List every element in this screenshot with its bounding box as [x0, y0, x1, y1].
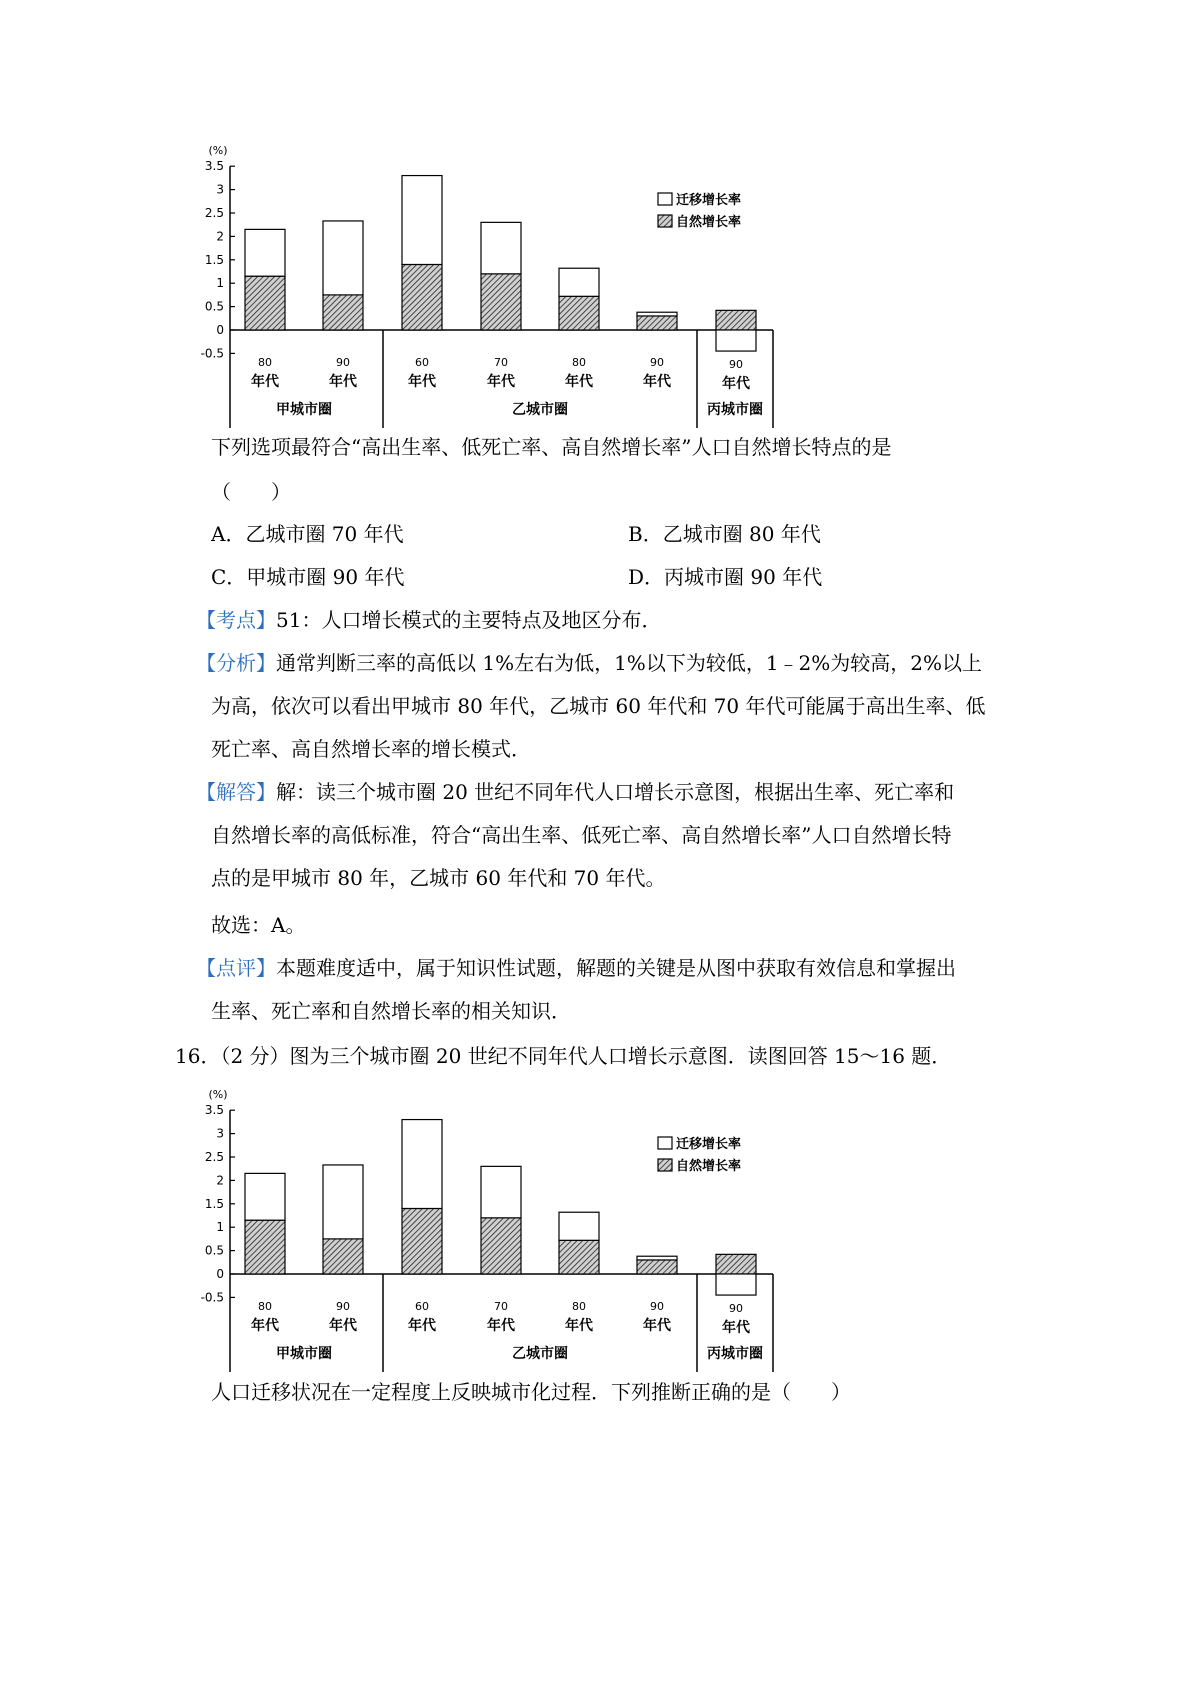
- group-label: 丙城市圈: [707, 402, 763, 418]
- bar-migration-growth: [559, 1212, 599, 1240]
- dianping-line-2: 生率、死亡率和自然增长率的相关知识．: [211, 999, 571, 1023]
- fenxi-tag: 【分析】: [196, 651, 276, 675]
- x-decade-label: 90: [336, 1300, 350, 1313]
- group-label: 甲城市圈: [276, 402, 332, 418]
- y-tick-label: 1: [216, 1220, 224, 1235]
- y-tick-label: -0.5: [200, 1290, 224, 1305]
- bar-migration-growth: [323, 221, 363, 295]
- x-unit-label: 年代: [329, 1318, 357, 1334]
- y-tick-label: 2.5: [204, 1150, 224, 1164]
- bar-migration-growth: [245, 229, 285, 276]
- x-unit-label: 年代: [643, 374, 671, 390]
- bar-migration-growth: [559, 268, 599, 296]
- q16-header: [175, 1041, 951, 1071]
- x-decade-label: 80: [258, 356, 272, 369]
- y-tick-label: 1: [216, 276, 224, 291]
- x-decade-label: 70: [494, 356, 508, 369]
- x-decade-label: 80: [572, 356, 586, 369]
- y-unit-label: (%): [208, 144, 228, 157]
- group-label: 乙城市圈: [512, 402, 568, 418]
- bar-natural-growth: [481, 274, 521, 330]
- x-unit-label: 年代: [251, 374, 279, 390]
- x-unit-label: 年代: [487, 374, 515, 390]
- x-unit-label: 年代: [408, 374, 436, 390]
- jieda-line-1: 解：读三个城市圈 20 世纪不同年代人口增长示意图，根据出生率、死亡率和: [276, 780, 955, 804]
- y-tick-label: 3.5: [204, 159, 224, 174]
- y-tick-label: 1.5: [204, 252, 224, 267]
- y-unit-label: (%): [208, 1088, 228, 1101]
- x-unit-label: 年代: [251, 1318, 279, 1334]
- y-tick-label: 3.5: [204, 1103, 224, 1118]
- bar-natural-growth: [716, 310, 756, 330]
- bar-migration-growth: [402, 1120, 442, 1209]
- x-unit-label: 年代: [565, 1318, 593, 1334]
- jieda-line-3: 点的是甲城市 80 年，乙城市 60 年代和 70 年代。: [211, 866, 666, 890]
- jieda: [196, 777, 954, 807]
- x-decade-label: 90: [729, 1302, 743, 1315]
- legend-swatch-natural: [658, 215, 672, 227]
- y-tick-label: 0: [216, 1267, 224, 1281]
- x-unit-label: 年代: [329, 374, 357, 390]
- legend-swatch-migration: [658, 193, 672, 205]
- kaodian-text: 51：人口增长模式的主要特点及地区分布．: [276, 608, 662, 632]
- bar-migration-growth: [402, 176, 442, 265]
- bar-natural-growth: [637, 316, 677, 330]
- y-tick-label: 3: [216, 182, 224, 197]
- bar-migration-growth: [716, 330, 756, 351]
- bar-natural-growth: [245, 276, 285, 330]
- x-decade-label: 70: [494, 1300, 508, 1313]
- y-tick-label: -0.5: [200, 346, 224, 361]
- y-tick-label: 1.5: [204, 1196, 224, 1211]
- fenxi-line-3: 死亡率、高自然增长率的增长模式．: [211, 737, 531, 761]
- y-tick-label: 2.5: [204, 206, 224, 220]
- bar-migration-growth: [245, 1173, 285, 1220]
- q15-paren: （ ）: [211, 480, 291, 504]
- bar-migration-growth: [716, 1274, 756, 1295]
- x-decade-label: 60: [415, 1300, 429, 1313]
- y-tick-label: 0.5: [204, 1243, 224, 1258]
- fenxi-line-1: 通常判断三率的高低以 1%左右为低，1%以下为较低，1﹣2%为较高，2%以上: [276, 651, 982, 675]
- y-tick-label: 2: [216, 229, 224, 244]
- legend-swatch-natural: [658, 1159, 672, 1171]
- y-tick-label: 2: [216, 1173, 224, 1188]
- bar-natural-growth: [559, 1240, 599, 1274]
- legend-label-migration: 迁移增长率: [676, 193, 742, 208]
- option-c: C．甲城市圈 90 年代: [211, 565, 405, 589]
- kaodian-tag: 【考点】: [196, 608, 276, 632]
- option-d: D．丙城市圈 90 年代: [628, 565, 823, 589]
- x-unit-label: 年代: [722, 376, 750, 392]
- x-decade-label: 90: [336, 356, 350, 369]
- bar-migration-growth: [323, 1165, 363, 1239]
- population-growth-chart-1: [190, 140, 850, 430]
- x-unit-label: 年代: [722, 1320, 750, 1336]
- y-tick-label: 3: [216, 1126, 224, 1141]
- bar-migration-growth: [481, 1166, 521, 1217]
- q15-stem: 下列选项最符合“高出生率、低死亡率、高自然增长率”人口自然增长特点的是: [211, 435, 892, 459]
- legend-label-natural: 自然增长率: [676, 215, 742, 230]
- x-decade-label: 80: [572, 1300, 586, 1313]
- group-label: 乙城市圈: [512, 1346, 568, 1362]
- x-decade-label: 90: [650, 1300, 664, 1313]
- bar-natural-growth: [402, 1208, 442, 1274]
- y-tick-label: 0.5: [204, 299, 224, 314]
- x-unit-label: 年代: [408, 1318, 436, 1334]
- x-unit-label: 年代: [643, 1318, 671, 1334]
- q16-number: 16．: [175, 1044, 221, 1068]
- jieda-tag: 【解答】: [196, 780, 276, 804]
- bar-migration-growth: [637, 312, 677, 316]
- x-unit-label: 年代: [565, 374, 593, 390]
- group-label: 丙城市圈: [707, 1346, 763, 1362]
- dianping-tag: 【点评】: [196, 956, 276, 980]
- bar-natural-growth: [559, 296, 599, 330]
- y-tick-label: 0: [216, 323, 224, 337]
- legend-label-natural: 自然增长率: [676, 1159, 742, 1174]
- q16-stem: 人口迁移状况在一定程度上反映城市化过程．下列推断正确的是（ ）: [211, 1380, 851, 1404]
- legend-swatch-migration: [658, 1137, 672, 1149]
- bar-natural-growth: [402, 264, 442, 330]
- option-b: B．乙城市圈 80 年代: [628, 522, 821, 546]
- answer: 故选：A。: [211, 913, 306, 937]
- x-decade-label: 90: [729, 358, 743, 371]
- kaodian: [196, 605, 661, 635]
- bar-natural-growth: [323, 1239, 363, 1274]
- x-decade-label: 60: [415, 356, 429, 369]
- group-label: 甲城市圈: [276, 1346, 332, 1362]
- dianping: [196, 953, 956, 983]
- legend-label-migration: 迁移增长率: [676, 1137, 742, 1152]
- bar-natural-growth: [637, 1260, 677, 1274]
- fenxi-line-2: 为高，依次可以看出甲城市 80 年代，乙城市 60 年代和 70 年代可能属于高出生率、低: [211, 694, 986, 718]
- jieda-line-2: 自然增长率的高低标准，符合“高出生率、低死亡率、高自然增长率”人口自然增长特: [211, 823, 952, 847]
- x-decade-label: 80: [258, 1300, 272, 1313]
- bar-natural-growth: [323, 295, 363, 330]
- bar-migration-growth: [637, 1256, 677, 1260]
- x-decade-label: 90: [650, 356, 664, 369]
- bar-natural-growth: [245, 1220, 285, 1274]
- fenxi: [196, 648, 982, 678]
- bar-natural-growth: [716, 1254, 756, 1274]
- dianping-line-1: 本题难度适中，属于知识性试题，解题的关键是从图中获取有效信息和掌握出: [276, 956, 956, 980]
- x-unit-label: 年代: [487, 1318, 515, 1334]
- population-growth-chart-2: [190, 1084, 850, 1374]
- bar-natural-growth: [481, 1218, 521, 1274]
- q16-header-text: （2 分）图为三个城市圈 20 世纪不同年代人口增长示意图．读图回答 15～16 题．: [220, 1044, 952, 1068]
- option-a: A．乙城市圈 70 年代: [211, 522, 404, 546]
- bar-migration-growth: [481, 222, 521, 273]
